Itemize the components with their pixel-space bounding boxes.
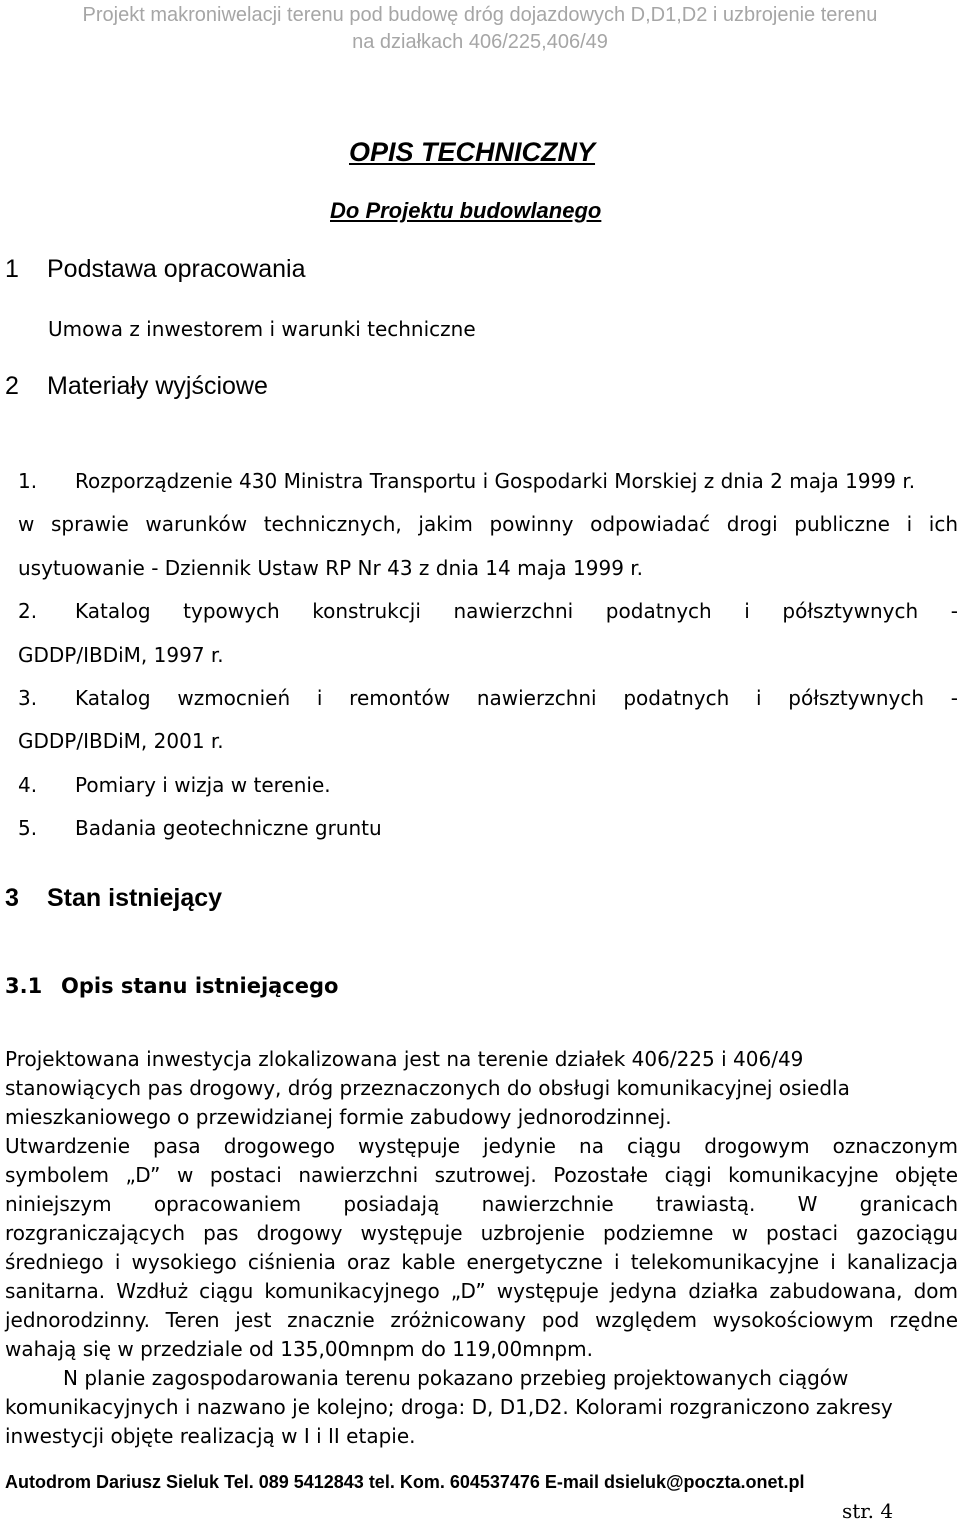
paragraph-line: stanowiących pas drogowy, dróg przeznaczonych do obsługi komunikacyjnej osiedla	[5, 1076, 850, 1100]
list-item-line: Katalog wzmocnień i remontów nawierzchni podatnych i półsztywnych -	[75, 686, 958, 710]
paragraph-line: Projektowana inwestycja zlokalizowana jest na terenie działek 406/225 i 406/49	[5, 1047, 804, 1071]
paragraph-line: Utwardzenie pasa drogowego występuje jedynie na ciągu drogowym oznaczonym	[5, 1134, 958, 1158]
list-item-line: GDDP/IBDiM, 2001 r.	[18, 729, 224, 753]
list-item-line: GDDP/IBDiM, 1997 r.	[18, 643, 224, 667]
section-1-body: Umowa z inwestorem i warunki techniczne	[48, 317, 476, 341]
paragraph-line: rozgraniczających pas drogowy występuje uzbrojenie podziemne w postaci gazociągu	[5, 1221, 958, 1245]
section-title: Opis stanu istniejącego	[61, 974, 339, 998]
section-number: 3	[5, 884, 19, 912]
list-item-number: 3.	[18, 686, 38, 710]
paragraph-line: sanitarna. Wzdłuż ciągu komunikacyjnego „D” występuje jedyna działka zabudowana, dom	[5, 1279, 958, 1303]
paragraph-1	[5, 1045, 958, 1132]
page-footer: Autodrom Dariusz Sieluk Tel. 089 5412843 tel. Kom. 604537476 E-mail dsieluk@poczta.onet.pl	[5, 1472, 805, 1492]
paragraph-line: symbolem „D” w postaci nawierzchni szutrowej. Pozostałe ciągi komunikacyjne objęte	[5, 1163, 958, 1187]
paragraph-line: wahają się w przedziale od 135,00mnpm do 119,00mnpm.	[5, 1337, 593, 1361]
section-3-heading	[5, 884, 222, 913]
paragraph-2	[5, 1132, 958, 1364]
section-title: Materiały wyjściowe	[47, 372, 268, 400]
section-3-1-heading	[5, 974, 338, 998]
list-item-line: Rozporządzenie 430 Ministra Transportu i Gospodarki Morskiej z dnia 2 maja 1999 r.	[75, 469, 916, 493]
list-item-line: w sprawie warunków technicznych, jakim powinny odpowiadać drogi publiczne i ich	[18, 512, 958, 536]
list-item-number: 4.	[18, 773, 38, 797]
paragraph-line: jednorodzinny. Teren jest znacznie zróżnicowany pod względem wysokościowym rzędne	[5, 1308, 958, 1332]
section-title: Stan istniejący	[47, 884, 223, 912]
page-number: str. 4	[842, 1499, 894, 1523]
paragraph-line: średniego i wysokiego ciśnienia oraz kable energetyczne i telekomunikacyjne i kanalizacja	[5, 1250, 958, 1274]
section-number: 1	[5, 255, 19, 283]
list-item-line: Katalog typowych konstrukcji nawierzchni podatnych i półsztywnych -	[75, 599, 958, 623]
running-header-line-2: na działkach 406/225,406/49	[352, 31, 608, 53]
paragraph-line: inwestycji objęte realizacją w I i II etapie.	[5, 1424, 416, 1448]
list-item-number: 2.	[18, 599, 38, 623]
paragraph-line: N planie zagospodarowania terenu pokazano przebieg projektowanych ciągów	[63, 1366, 849, 1390]
section-title: Podstawa opracowania	[47, 255, 306, 283]
section-number: 2	[5, 372, 19, 400]
paragraph-line: komunikacyjnych i nazwano je kolejno; droga: D, D1,D2. Kolorami rozgraniczono zakresy	[5, 1395, 893, 1419]
section-number: 3.1	[5, 974, 43, 998]
list-item-line: usytuowanie - Dziennik Ustaw RP Nr 43 z dnia 14 maja 1999 r.	[18, 556, 644, 580]
document-title: OPIS TECHNICZNY	[349, 137, 596, 167]
paragraph-3	[5, 1364, 958, 1451]
document-subtitle: Do Projektu budowlanego	[330, 198, 602, 223]
list-item-line: Pomiary i wizja w terenie.	[75, 773, 331, 797]
running-header-line-1: Projekt makroniwelacji terenu pod budowę dróg dojazdowych D,D1,D2 i uzbrojenie terenu	[82, 4, 878, 26]
list-item-line: Badania geotechniczne gruntu	[75, 816, 382, 840]
section-2-heading	[5, 372, 268, 401]
list-item-number: 5.	[18, 816, 38, 840]
section-1-heading	[5, 255, 306, 284]
paragraph-line: mieszkaniowego o przewidzianej formie zabudowy jednorodzinnej.	[5, 1105, 672, 1129]
paragraph-line: niniejszym opracowaniem posiadają nawierzchnie trawiastą. W granicach	[5, 1192, 958, 1216]
list-item-number: 1.	[18, 469, 38, 493]
